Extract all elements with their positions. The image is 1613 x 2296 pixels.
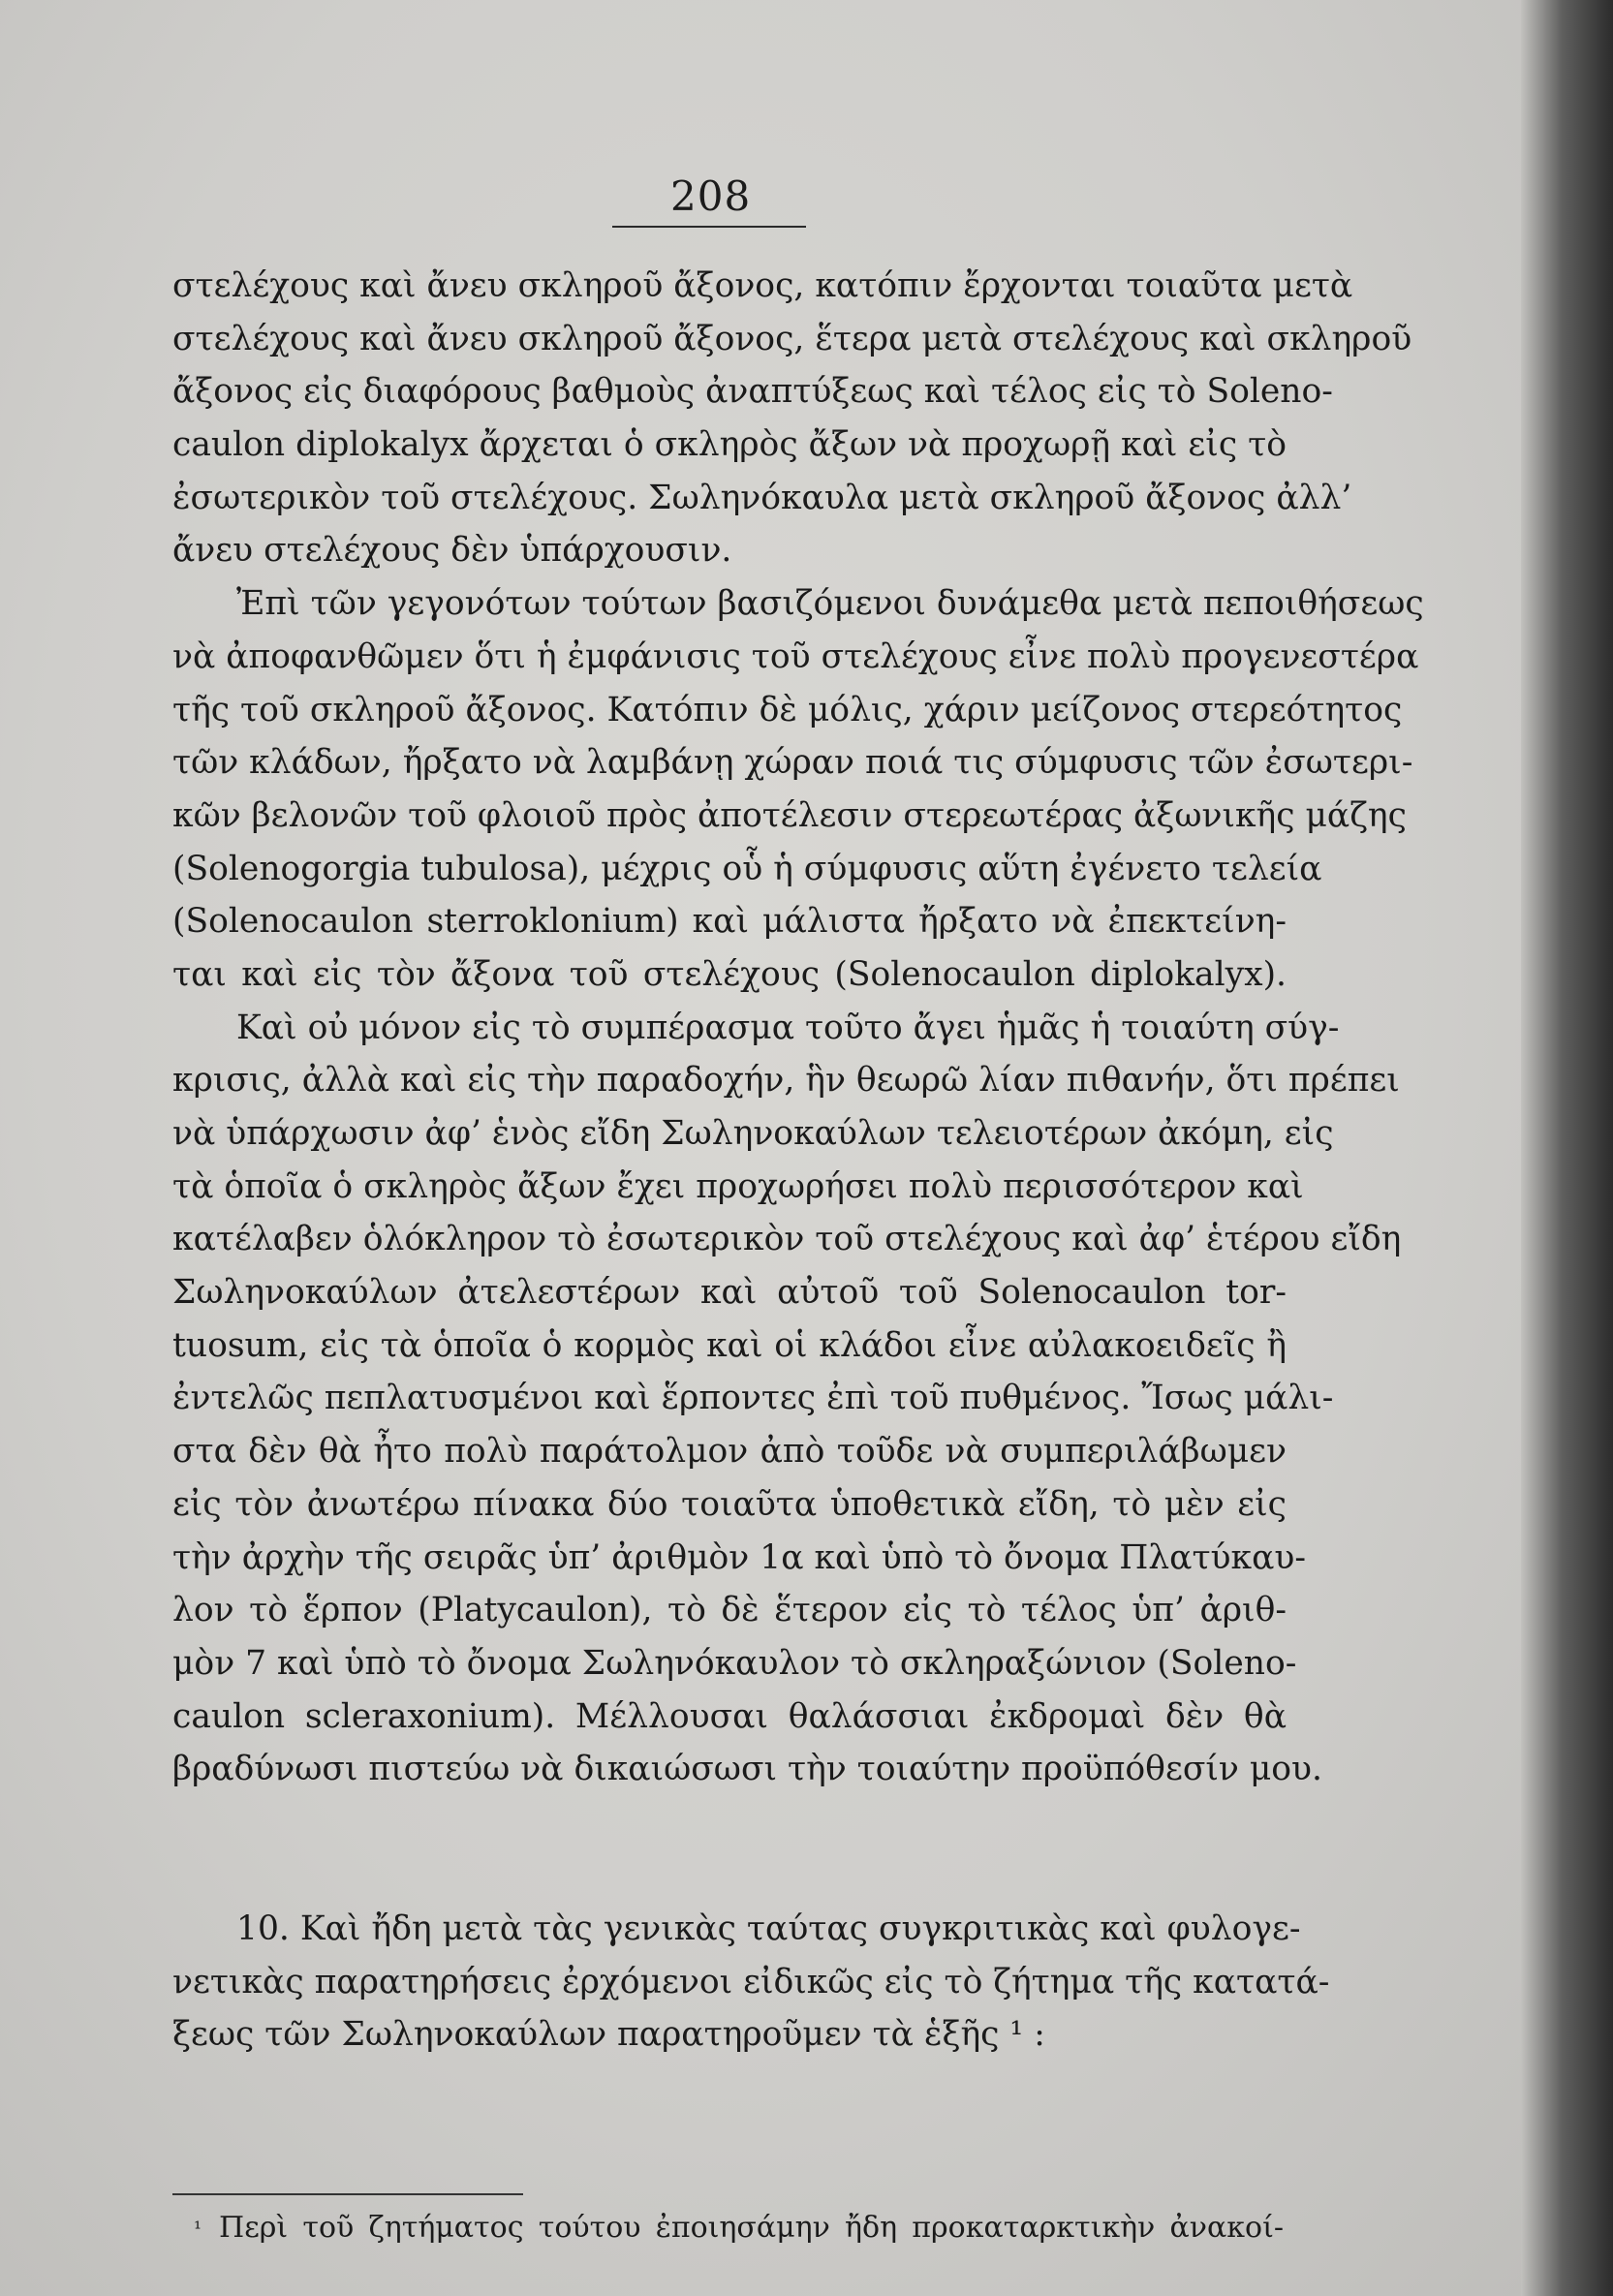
text-line: στελέχους καὶ ἄνευ σκληροῦ ἄξονος, κατόπιν ἔρχονται τοιαῦτα μετὰ: [172, 266, 1353, 305]
text-line: στα δὲν θὰ ἦτο πολὺ παράτολμον ἀπὸ τοῦδε νὰ συμπεριλάβωμεν: [172, 1432, 1287, 1472]
text-line: κρισις, ἀλλὰ καὶ εἰς τὴν παραδοχήν, ἣν θεωρῶ λίαν πιθανήν, ὅτι πρέπει: [172, 1061, 1400, 1101]
text-line: τὴν ἀρχὴν τῆς σειρᾶς ὑπ’ ἀριθμὸν 1α καὶ ὑπὸ τὸ ὄνομα Πλατύκαυ-: [172, 1537, 1307, 1577]
footnote-rule: [172, 2193, 523, 2195]
text-line: Ἐπὶ τῶν γεγονότων τούτων βασιζόμενοι δυνάμεθα μετὰ πεποιθήσεως: [236, 584, 1424, 624]
text-line: μὸν 7 καὶ ὑπὸ τὸ ὄνομα Σωληνόκαυλον τὸ σκληραξώνιον (Soleno-: [172, 1643, 1297, 1683]
text-line: βραδύνωσι πιστεύω νὰ δικαιώσωσι τὴν τοιαύτην προϋπόθεσίν μου.: [172, 1750, 1322, 1789]
text-line: caulon scleraxonium). Μέλλουσαι θαλάσσιαι ἐκδρομαὶ δὲν θὰ: [172, 1696, 1287, 1736]
text-line: λον τὸ ἕρπον (Platycaulon), τὸ δὲ ἕτερον εἰς τὸ τέλος ὑπ’ ἀριθ-: [172, 1591, 1287, 1630]
text-line: ξεως τῶν Σωληνοκαύλων παρατηροῦμεν τὰ ἑξῆς ¹ :: [172, 2015, 1045, 2055]
text-line: στελέχους καὶ ἄνευ σκληροῦ ἄξονος, ἕτερα μετὰ στελέχους καὶ σκληροῦ: [172, 319, 1412, 358]
text-line: ἐντελῶς πεπλατυσμένοι καὶ ἕρποντες ἐπὶ τοῦ πυθμένος. Ἴσως μάλι-: [172, 1379, 1334, 1418]
text-line: τὰ ὁποῖα ὁ σκληρὸς ἄξων ἔχει προχωρήσει πολὺ περισσότερον καὶ: [172, 1166, 1304, 1206]
text-line: νετικὰς παρατηρήσεις ἐρχόμενοι εἰδικῶς εἰς τὸ ζήτημα τῆς κατατά-: [172, 1962, 1330, 2001]
section-gap: [172, 1796, 1287, 1903]
footnote-marker: ¹: [194, 2217, 202, 2240]
text-line: νὰ ἀποφανθῶμεν ὅτι ἡ ἐμφάνισις τοῦ στελέχους εἶνε πολὺ προγενεστέρα: [172, 636, 1419, 676]
page-number-rule: [612, 226, 806, 228]
section-heading-line: 10. Καὶ ἤδη μετὰ τὰς γενικὰς ταύτας συγκριτικὰς καὶ φυλογε-: [236, 1908, 1301, 1948]
footnote-text: Περὶ τοῦ ζητήματος τούτου ἐποιησάμην ἤδη προκαταρκτικὴν ἀνακοί-: [219, 2211, 1284, 2245]
text-line: (Solenocaulon sterroklonium) καὶ μάλιστα ἤρξατο νὰ ἐπεκτείνη-: [172, 902, 1287, 942]
text-line: νὰ ὑπάρχωσιν ἀφ’ ἑνὸς εἴδη Σωληνοκαύλων τελειοτέρων ἀκόμη, εἰς: [172, 1114, 1334, 1153]
text-line: (Solenogorgia tubulosa), μέχρις οὗ ἡ σύμφυσις αὕτη ἐγένετο τελεία: [172, 849, 1322, 888]
text-line: Καὶ οὐ μόνον εἰς τὸ συμπέρασμα τοῦτο ἄγει ἡμᾶς ἡ τοιαύτη σύγ-: [236, 1008, 1340, 1047]
text-line: caulon diplokalyx ἄρχεται ὁ σκληρὸς ἄξων νὰ προχωρῇ καὶ εἰς τὸ: [172, 425, 1287, 465]
text-line: κατέλαβεν ὁλόκληρον τὸ ἐσωτερικὸν τοῦ στελέχους καὶ ἀφ’ ἑτέρου εἴδη: [172, 1220, 1402, 1259]
text-line: εἰς τὸν ἀνωτέρω πίνακα δύο τοιαῦτα ὑποθετικὰ εἴδη, τὸ μὲν εἰς: [172, 1484, 1287, 1524]
text-line: ἄξονος εἰς διαφόρους βαθμοὺς ἀναπτύξεως καὶ τέλος εἰς τὸ Soleno-: [172, 372, 1333, 412]
page-number: 208: [670, 172, 752, 220]
body-text: [172, 260, 1424, 2062]
text-line: ται καὶ εἰς τὸν ἄξονα τοῦ στελέχους (Solenocaulon diplokalyx).: [172, 954, 1287, 994]
text-line: ἄνευ στελέχους δὲν ὑπάρχουσιν.: [172, 531, 732, 571]
text-line: κῶν βελονῶν τοῦ φλοιοῦ πρὸς ἀποτέλεσιν στερεωτέρας ἀξωνικῆς μάζης: [172, 795, 1407, 835]
text-line: ἐσωτερικὸν τοῦ στελέχους. Σωληνόκαυλα μετὰ σκληροῦ ἄξονος ἀλλ’: [172, 478, 1352, 517]
text-line: tuosum, εἰς τὰ ὁποῖα ὁ κορμὸς καὶ οἱ κλάδοι εἶνε αὐλακοειδεῖς ἢ: [172, 1325, 1287, 1365]
text-line: τῶν κλάδων, ἤρξατο νὰ λαμβάνῃ χώραν ποιά τις σύμφυσις τῶν ἐσωτερι-: [172, 743, 1413, 783]
page-spine-shadow: [1521, 0, 1613, 2296]
footnote: [194, 2207, 1284, 2249]
text-line: τῆς τοῦ σκληροῦ ἄξονος. Κατόπιν δὲ μόλις, χάριν μείζονος στερεότητος: [172, 690, 1403, 729]
text-line: Σωληνοκαύλων ἀτελεστέρων καὶ αὐτοῦ τοῦ Solenocaulon tor-: [172, 1273, 1287, 1313]
